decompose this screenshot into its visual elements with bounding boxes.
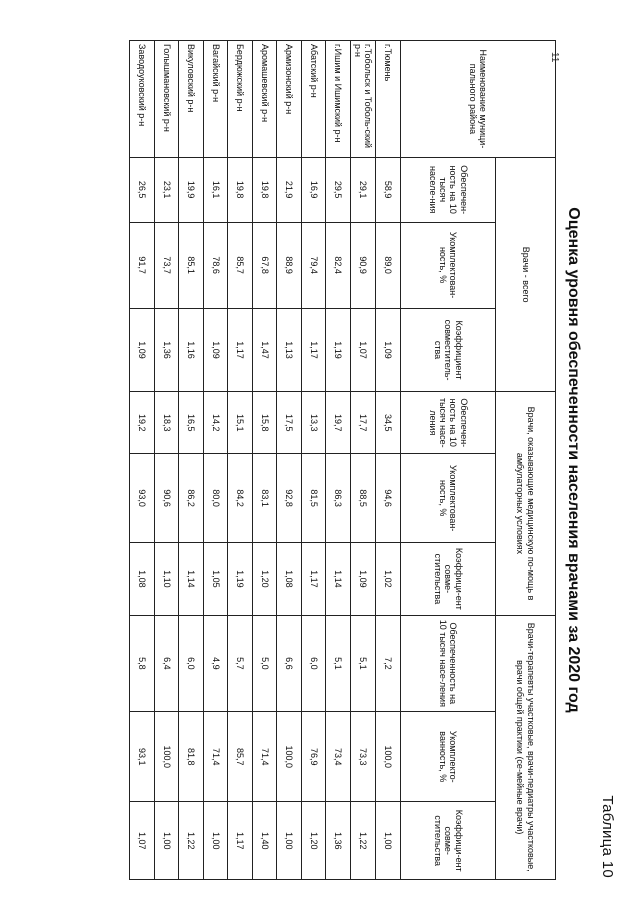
table-row (154, 41, 179, 880)
value-cell: 5,8 (130, 615, 155, 712)
value-cell: 83,1 (252, 454, 277, 543)
value-cell: 93,0 (130, 454, 155, 543)
value-cell: 1,17 (228, 308, 253, 392)
value-cell: 100,0 (277, 712, 302, 802)
value-cell: 1,14 (179, 543, 204, 615)
value-cell: 5,7 (228, 615, 253, 712)
value-cell: 80,0 (203, 454, 228, 543)
value-cell: 1,00 (203, 802, 228, 880)
district-name-cell: г.Тюмень (376, 41, 401, 158)
value-cell: 5,1 (326, 615, 351, 712)
value-cell: 1,17 (301, 543, 326, 615)
value-cell: 1,00 (277, 802, 302, 880)
value-cell: 1,47 (252, 308, 277, 392)
value-cell: 15,8 (252, 392, 277, 454)
page-title: Оценка уровня обеспеченности населения врачами за 2020 год (565, 207, 582, 713)
table-body (130, 41, 401, 880)
district-name-cell: г.Ишим и Ишимский р-н (326, 41, 351, 158)
value-cell: 1,22 (179, 802, 204, 880)
value-cell: 100,0 (154, 712, 179, 802)
header-sub-cell: Коэффициент совместитель-ства (401, 308, 496, 392)
value-cell: 89,0 (376, 222, 401, 308)
value-cell: 19,7 (326, 392, 351, 454)
value-cell: 91,7 (130, 222, 155, 308)
table-row (301, 41, 326, 880)
value-cell: 73,3 (350, 712, 376, 802)
table-row (326, 41, 351, 880)
header-sub-cell: Коэффици-ент совме-стительства (401, 543, 496, 615)
value-cell: 1,20 (252, 543, 277, 615)
value-cell: 1,13 (277, 308, 302, 392)
value-cell: 90,9 (350, 222, 376, 308)
value-cell: 90,6 (154, 454, 179, 543)
table-row (350, 41, 376, 880)
value-cell: 58,9 (376, 157, 401, 222)
value-cell: 1,05 (203, 543, 228, 615)
header-name-col: Наименование муници-пального района (401, 41, 556, 158)
value-cell: 81,5 (301, 454, 326, 543)
value-cell: 86,2 (179, 454, 204, 543)
value-cell: 16,5 (179, 392, 204, 454)
value-cell: 16,1 (203, 157, 228, 222)
value-cell: 1,17 (228, 802, 253, 880)
district-name-cell: Заводоуковский р-н (130, 41, 155, 158)
value-cell: 34,5 (376, 392, 401, 454)
header-sub-cell: Укомплектован-ность, % (401, 222, 496, 308)
value-cell: 5,1 (350, 615, 376, 712)
value-cell: 1,09 (203, 308, 228, 392)
value-cell: 1,36 (326, 802, 351, 880)
rotated-content (60, 40, 620, 880)
district-name-cell: Армизонский р-н (277, 41, 302, 158)
district-name-cell: Викуловский р-н (179, 41, 204, 158)
value-cell: 1,00 (154, 802, 179, 880)
value-cell: 78,6 (203, 222, 228, 308)
value-cell: 1,09 (376, 308, 401, 392)
table-label: Таблица 10 (599, 795, 616, 878)
value-cell: 85,7 (228, 712, 253, 802)
value-cell: 19,8 (228, 157, 253, 222)
value-cell: 76,9 (301, 712, 326, 802)
table-row (252, 41, 277, 880)
table-row (130, 41, 155, 880)
header-sub-cell: Обеспечен-ность на 10 тысяч насе-ления (401, 392, 496, 454)
value-cell: 14,2 (203, 392, 228, 454)
district-name-cell: Голышмановский р-н (154, 41, 179, 158)
value-cell: 1,22 (350, 802, 376, 880)
value-cell: 1,36 (154, 308, 179, 392)
value-cell: 1,10 (154, 543, 179, 615)
value-cell: 4,9 (203, 615, 228, 712)
value-cell: 1,07 (350, 308, 376, 392)
header-sub-cell: Обеспеченность на 10 тысяч насе-ления (401, 615, 496, 712)
district-name-cell: г.Тобольск и Тоболь-ский р-н (350, 41, 376, 158)
value-cell: 100,0 (376, 712, 401, 802)
value-cell: 15,1 (228, 392, 253, 454)
value-cell: 92,8 (277, 454, 302, 543)
header-group-therapists: Врачи-терапевты участковые, врачи-педиатры участковые, врачи общей практики (се-мейные врачи) (496, 615, 556, 879)
value-cell: 29,1 (350, 157, 376, 222)
value-cell: 1,16 (179, 308, 204, 392)
district-name-cell: Бердюжский р-н (228, 41, 253, 158)
value-cell: 1,20 (301, 802, 326, 880)
header-sub-cell: Коэффици-ент совме-стительства (401, 802, 496, 880)
value-cell: 84,2 (228, 454, 253, 543)
value-cell: 1,08 (130, 543, 155, 615)
district-name-cell: Вагайский р-н (203, 41, 228, 158)
page-number: 11 (549, 52, 560, 63)
value-cell: 81,8 (179, 712, 204, 802)
header-group-row (496, 41, 556, 880)
header-sub-row (401, 41, 496, 880)
value-cell: 85,7 (228, 222, 253, 308)
value-cell: 1,14 (326, 543, 351, 615)
value-cell: 67,8 (252, 222, 277, 308)
value-cell: 6,0 (301, 615, 326, 712)
value-cell: 6,6 (277, 615, 302, 712)
value-cell: 7,2 (376, 615, 401, 712)
header-group-outpatient: Врачи, оказывающие медицинскую по-мощь в амбулаторных условиях (496, 392, 556, 615)
table-row (376, 41, 401, 880)
value-cell: 29,5 (326, 157, 351, 222)
value-cell: 1,19 (228, 543, 253, 615)
value-cell: 16,9 (301, 157, 326, 222)
value-cell: 88,9 (277, 222, 302, 308)
value-cell: 17,7 (350, 392, 376, 454)
value-cell: 79,4 (301, 222, 326, 308)
value-cell: 19,2 (130, 392, 155, 454)
header-sub-cell: Укомплекто-ванность, % (401, 712, 496, 802)
value-cell: 73,4 (326, 712, 351, 802)
district-name-cell: Аромашевский р-н (252, 41, 277, 158)
header-sub-cell: Обеспечен-ность на 10 тысяч населе-ния (401, 157, 496, 222)
value-cell: 19,9 (179, 157, 204, 222)
value-cell: 1,08 (277, 543, 302, 615)
table-row (277, 41, 302, 880)
table-row (228, 41, 253, 880)
value-cell: 94,6 (376, 454, 401, 543)
value-cell: 17,5 (277, 392, 302, 454)
value-cell: 1,09 (350, 543, 376, 615)
header-group-all-doctors: Врачи - всего (496, 157, 556, 392)
value-cell: 26,5 (130, 157, 155, 222)
value-cell: 1,07 (130, 802, 155, 880)
value-cell: 82,4 (326, 222, 351, 308)
value-cell: 1,17 (301, 308, 326, 392)
value-cell: 21,9 (277, 157, 302, 222)
value-cell: 1,40 (252, 802, 277, 880)
table-container (129, 40, 556, 880)
table-row (179, 41, 204, 880)
value-cell: 19,8 (252, 157, 277, 222)
value-cell: 85,1 (179, 222, 204, 308)
value-cell: 1,02 (376, 543, 401, 615)
value-cell: 5,0 (252, 615, 277, 712)
value-cell: 18,3 (154, 392, 179, 454)
value-cell: 6,0 (179, 615, 204, 712)
value-cell: 93,1 (130, 712, 155, 802)
value-cell: 1,09 (130, 308, 155, 392)
value-cell: 88,5 (350, 454, 376, 543)
value-cell: 86,3 (326, 454, 351, 543)
header-sub-cell: Укомплектован-ность, % (401, 454, 496, 543)
value-cell: 1,19 (326, 308, 351, 392)
value-cell: 23,1 (154, 157, 179, 222)
value-cell: 1,00 (376, 802, 401, 880)
table-row (203, 41, 228, 880)
doctors-table (129, 40, 556, 880)
value-cell: 6,4 (154, 615, 179, 712)
value-cell: 73,7 (154, 222, 179, 308)
value-cell: 71,4 (252, 712, 277, 802)
district-name-cell: Абатский р-н (301, 41, 326, 158)
value-cell: 13,3 (301, 392, 326, 454)
value-cell: 71,4 (203, 712, 228, 802)
